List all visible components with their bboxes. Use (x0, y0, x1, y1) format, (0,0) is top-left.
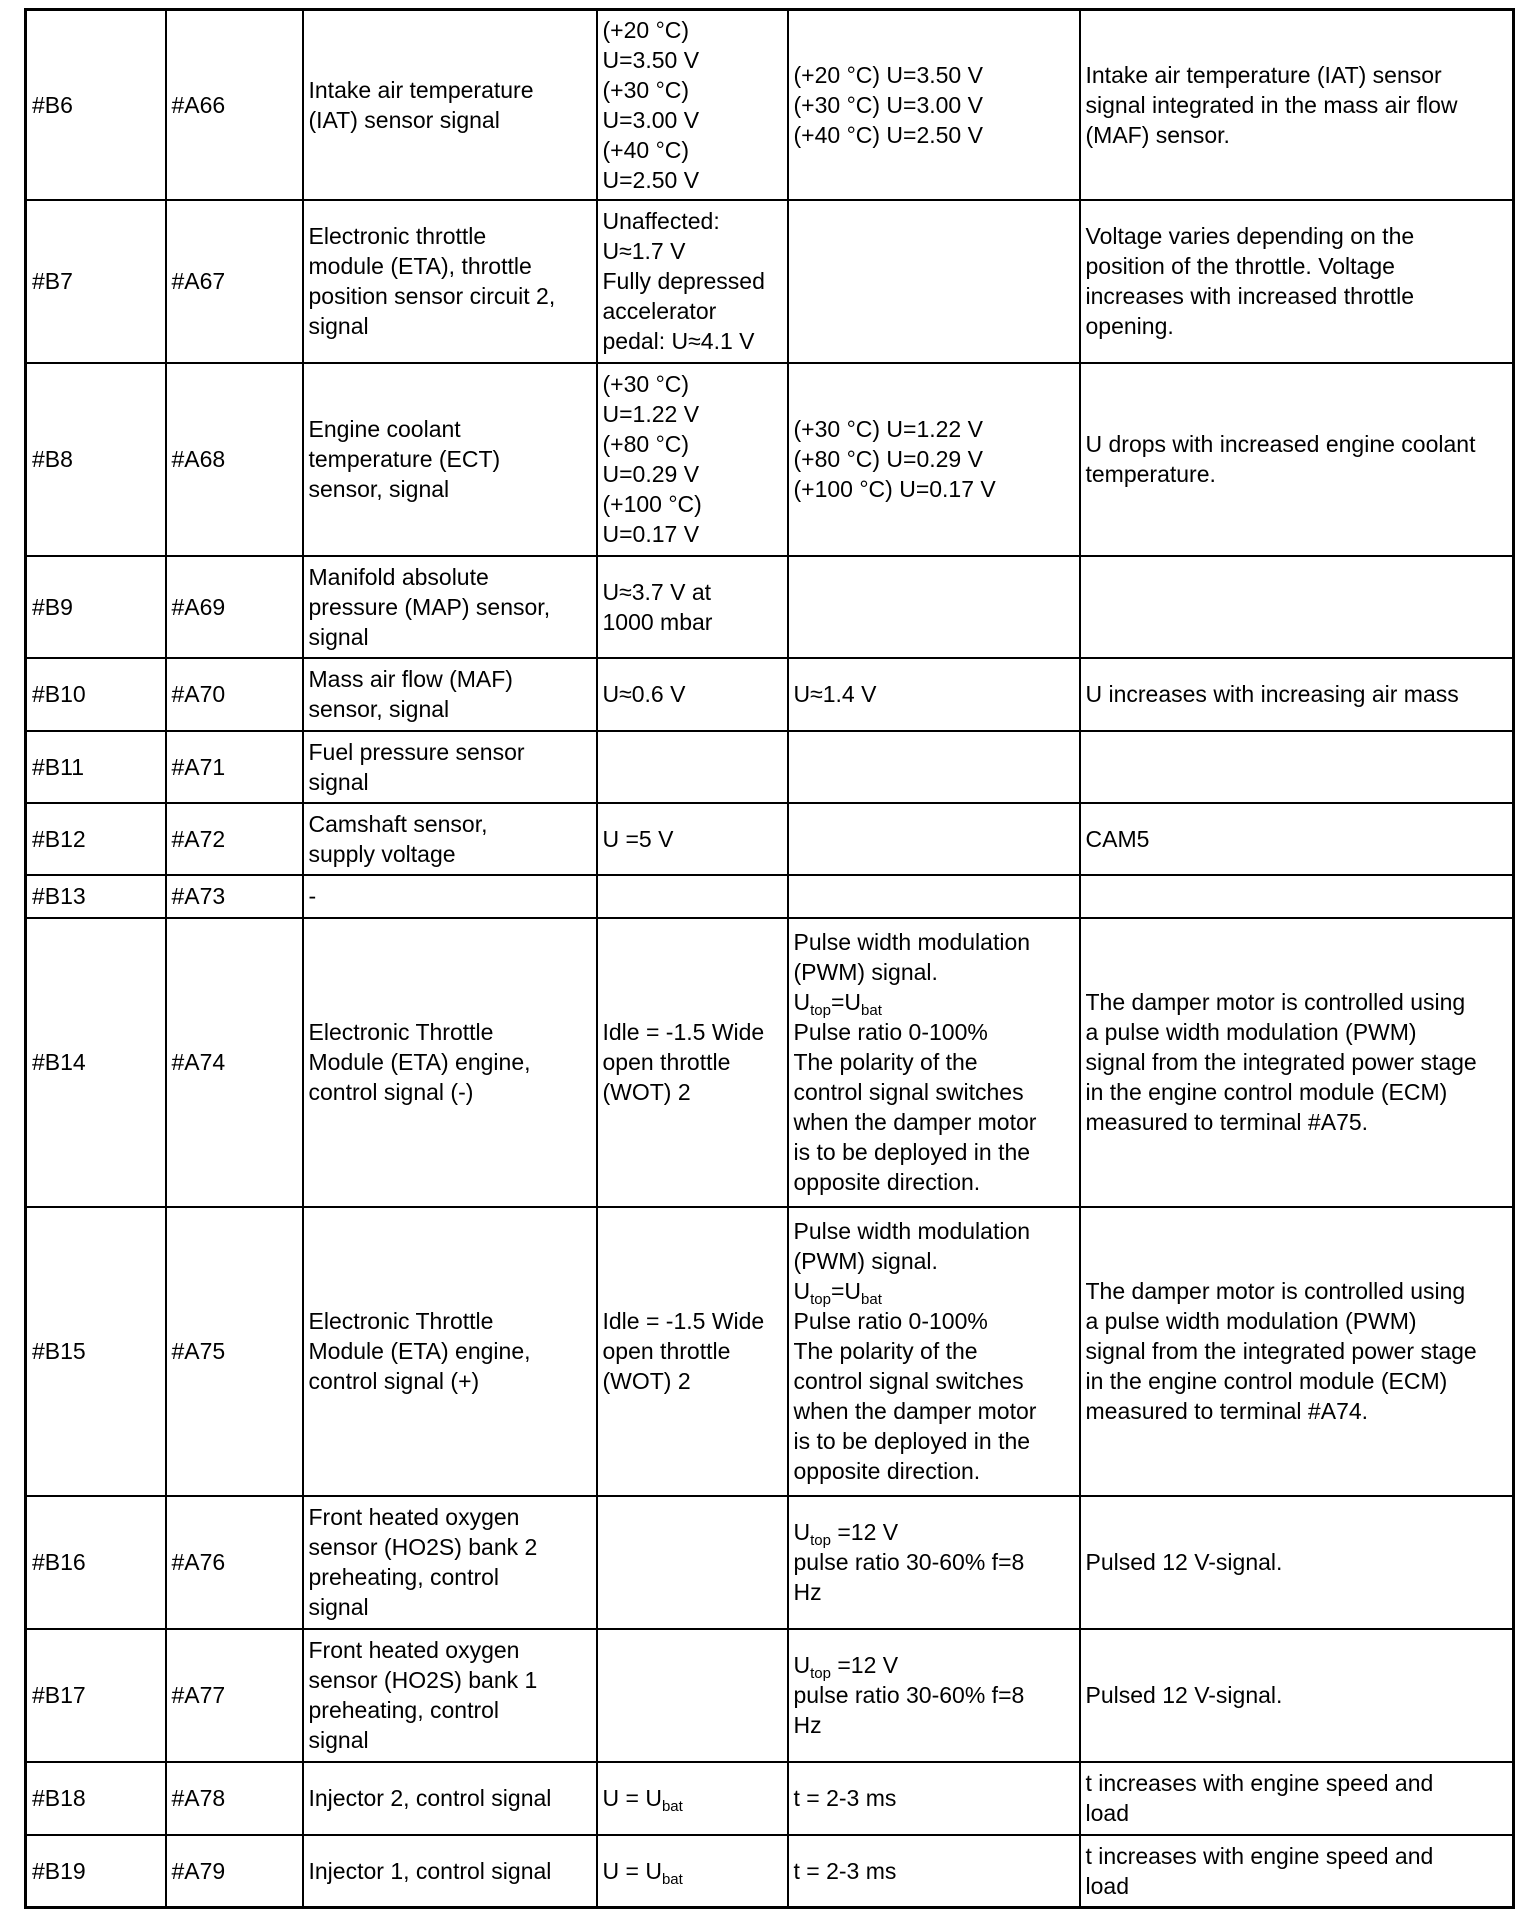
pin-b-cell: #B16 (26, 1496, 166, 1629)
utop-line (794, 1276, 1074, 1306)
pulse-ratio-line: pulse ratio 30-60% f=8 Hz (793, 1682, 1025, 1738)
pin-a-cell: #A69 (166, 556, 303, 658)
notes-cell: t increases with engine speed and load (1080, 1835, 1514, 1908)
notes-cell (1080, 556, 1514, 658)
description-cell: Manifold absolute pressure (MAP) sensor, signal (303, 556, 597, 658)
description-cell: Electronic throttle module (ETA), throttle position sensor circuit 2, signal (303, 200, 597, 363)
value-2-cell (788, 803, 1080, 875)
value-1-cell: (+30 °C) U=1.22 V (+80 °C) U=0.29 V (+100 °C) U=0.17 V (597, 363, 788, 556)
notes-cell: U drops with increased engine coolant temperature. (1080, 363, 1514, 556)
description-cell: Mass air flow (MAF) sensor, signal (303, 658, 597, 731)
utop-line (794, 1517, 1074, 1547)
bat-subscript: bat (861, 1291, 882, 1308)
value-2-cell: (+20 °C) U=3.50 V (+30 °C) U=3.00 V (+40 °C) U=2.50 V (788, 10, 1080, 200)
description-cell: - (303, 875, 597, 918)
polarity-text: The polarity of the control signal switches when the damper motor is to be deployed in the opposite direction. (793, 1049, 1037, 1195)
notes-cell: Pulsed 12 V-signal. (1080, 1496, 1514, 1629)
top-subscript: top (810, 1665, 831, 1682)
value-1-cell: U =5 V (597, 803, 788, 875)
pin-a-cell: #A67 (166, 200, 303, 363)
notes-cell: Pulsed 12 V-signal. (1080, 1629, 1514, 1762)
utop-line (794, 1650, 1074, 1680)
top-subscript: top (810, 1291, 831, 1308)
equals-u: =U (830, 989, 862, 1015)
notes-cell: U increases with increasing air mass (1080, 658, 1514, 731)
pin-b-cell: #B12 (26, 803, 166, 875)
pulse-ratio-line: Pulse ratio 0-100% (793, 1308, 988, 1334)
description-cell: Electronic Throttle Module (ETA) engine, control signal (+) (303, 1207, 597, 1496)
table-row (26, 1835, 1514, 1908)
value-1-cell: Idle = -1.5 Wide open throttle (WOT) 2 (597, 918, 788, 1207)
value-2-cell: (+30 °C) U=1.22 V (+80 °C) U=0.29 V (+100 °C) U=0.17 V (788, 363, 1080, 556)
table-row (26, 803, 1514, 875)
description-cell: Front heated oxygen sensor (HO2S) bank 2 preheating, control signal (303, 1496, 597, 1629)
value-1-cell (597, 1762, 788, 1835)
pin-a-cell: #A66 (166, 10, 303, 200)
notes-cell: Intake air temperature (IAT) sensor signal integrated in the mass air flow (MAF) sensor. (1080, 10, 1514, 200)
value-1-cell (597, 1629, 788, 1762)
value-1-cell: U≈3.7 V at 1000 mbar (597, 556, 788, 658)
pin-table (24, 8, 1515, 1909)
description-cell: Injector 1, control signal (303, 1835, 597, 1908)
value-1-cell: U≈0.6 V (597, 658, 788, 731)
value-2-cell (788, 556, 1080, 658)
description-cell: Front heated oxygen sensor (HO2S) bank 1 preheating, control signal (303, 1629, 597, 1762)
pin-a-cell: #A77 (166, 1629, 303, 1762)
value-1-cell (597, 875, 788, 918)
pin-b-cell: #B15 (26, 1207, 166, 1496)
value-2-cell (788, 918, 1080, 1207)
pin-a-cell: #A70 (166, 658, 303, 731)
pin-b-cell: #B8 (26, 363, 166, 556)
notes-cell: The damper motor is controlled using a pulse width modulation (PWM) signal from the integrated power stage in the engine control module (ECM) measured to terminal #A74. (1080, 1207, 1514, 1496)
pin-b-cell: #B18 (26, 1762, 166, 1835)
notes-cell (1080, 731, 1514, 803)
notes-cell: t increases with engine speed and load (1080, 1762, 1514, 1835)
pulse-ratio-line: Pulse ratio 0-100% (793, 1019, 988, 1045)
description-cell: Engine coolant temperature (ECT) sensor, signal (303, 363, 597, 556)
pulse-ratio-line: pulse ratio 30-60% f=8 Hz (793, 1549, 1025, 1605)
pwm-line: (PWM) signal. (793, 1248, 938, 1274)
notes-cell: Voltage varies depending on the position of the throttle. Voltage increases with increased throttle opening. (1080, 200, 1514, 363)
pin-b-cell: #B14 (26, 918, 166, 1207)
description-cell: Electronic Throttle Module (ETA) engine, control signal (-) (303, 918, 597, 1207)
value-1-cell: Idle = -1.5 Wide open throttle (WOT) 2 (597, 1207, 788, 1496)
u-equals-u: U = U (602, 1785, 662, 1811)
u-symbol: U (793, 1278, 811, 1304)
value-1-cell: (+20 °C) U=3.50 V (+30 °C) U=3.00 V (+40 °C) U=2.50 V (597, 10, 788, 200)
value-1-cell: Unaffected: U≈1.7 V Fully depressed accelerator pedal: U≈4.1 V (597, 200, 788, 363)
voltage-text: =12 V (830, 1652, 899, 1678)
table-row (26, 658, 1514, 731)
table-row (26, 10, 1514, 200)
table-row (26, 731, 1514, 803)
value-2-cell: U≈1.4 V (788, 658, 1080, 731)
table-row (26, 1207, 1514, 1496)
polarity-text: The polarity of the control signal switches when the damper motor is to be deployed in the opposite direction. (793, 1338, 1037, 1484)
value-2-cell: t = 2-3 ms (788, 1835, 1080, 1908)
value-1-cell (597, 1835, 788, 1908)
description-cell: Injector 2, control signal (303, 1762, 597, 1835)
top-subscript: top (810, 1002, 831, 1019)
value-2-cell (788, 1629, 1080, 1762)
value-2-cell (788, 875, 1080, 918)
pwm-line: Pulse width modulation (793, 1218, 1031, 1244)
table-row (26, 363, 1514, 556)
bat-subscript: bat (861, 1002, 882, 1019)
table-row (26, 1629, 1514, 1762)
notes-cell (1080, 875, 1514, 918)
value-1-cell (597, 731, 788, 803)
u-symbol: U (793, 989, 811, 1015)
voltage-text: =12 V (830, 1519, 899, 1545)
pin-a-cell: #A72 (166, 803, 303, 875)
pin-b-cell: #B13 (26, 875, 166, 918)
bat-subscript: bat (661, 1870, 683, 1888)
pin-a-cell: #A74 (166, 918, 303, 1207)
value-2-cell (788, 1207, 1080, 1496)
value-2-cell: t = 2-3 ms (788, 1762, 1080, 1835)
value-2-cell (788, 1496, 1080, 1629)
description-cell: Fuel pressure sensor signal (303, 731, 597, 803)
value-2-cell (788, 731, 1080, 803)
pin-a-cell: #A76 (166, 1496, 303, 1629)
utop-line (794, 987, 1074, 1017)
description-cell: Camshaft sensor, supply voltage (303, 803, 597, 875)
pin-b-cell: #B10 (26, 658, 166, 731)
pwm-line: Pulse width modulation (793, 929, 1031, 955)
pin-a-cell: #A73 (166, 875, 303, 918)
table-row (26, 556, 1514, 658)
notes-cell: The damper motor is controlled using a pulse width modulation (PWM) signal from the integrated power stage in the engine control module (ECM) measured to terminal #A75. (1080, 918, 1514, 1207)
pin-a-cell: #A71 (166, 731, 303, 803)
table-row (26, 1496, 1514, 1629)
pin-b-cell: #B9 (26, 556, 166, 658)
pin-b-cell: #B6 (26, 10, 166, 200)
table-row (26, 200, 1514, 363)
u-symbol: U (793, 1519, 811, 1545)
pin-b-cell: #B19 (26, 1835, 166, 1908)
pin-b-cell: #B11 (26, 731, 166, 803)
table-row (26, 1762, 1514, 1835)
pin-a-cell: #A79 (166, 1835, 303, 1908)
u-equals-u: U = U (602, 1857, 662, 1884)
pin-b-cell: #B17 (26, 1629, 166, 1762)
table-row (26, 918, 1514, 1207)
notes-cell: CAM5 (1080, 803, 1514, 875)
pin-a-cell: #A78 (166, 1762, 303, 1835)
pin-a-cell: #A68 (166, 363, 303, 556)
u-symbol: U (793, 1652, 811, 1678)
bat-subscript: bat (661, 1798, 683, 1815)
description-cell: Intake air temperature (IAT) sensor signal (303, 10, 597, 200)
table-row (26, 875, 1514, 918)
value-2-cell (788, 200, 1080, 363)
equals-u: =U (830, 1278, 862, 1304)
top-subscript: top (810, 1532, 831, 1549)
pin-b-cell: #B7 (26, 200, 166, 363)
pwm-line: (PWM) signal. (793, 959, 938, 985)
pin-a-cell: #A75 (166, 1207, 303, 1496)
value-1-cell (597, 1496, 788, 1629)
